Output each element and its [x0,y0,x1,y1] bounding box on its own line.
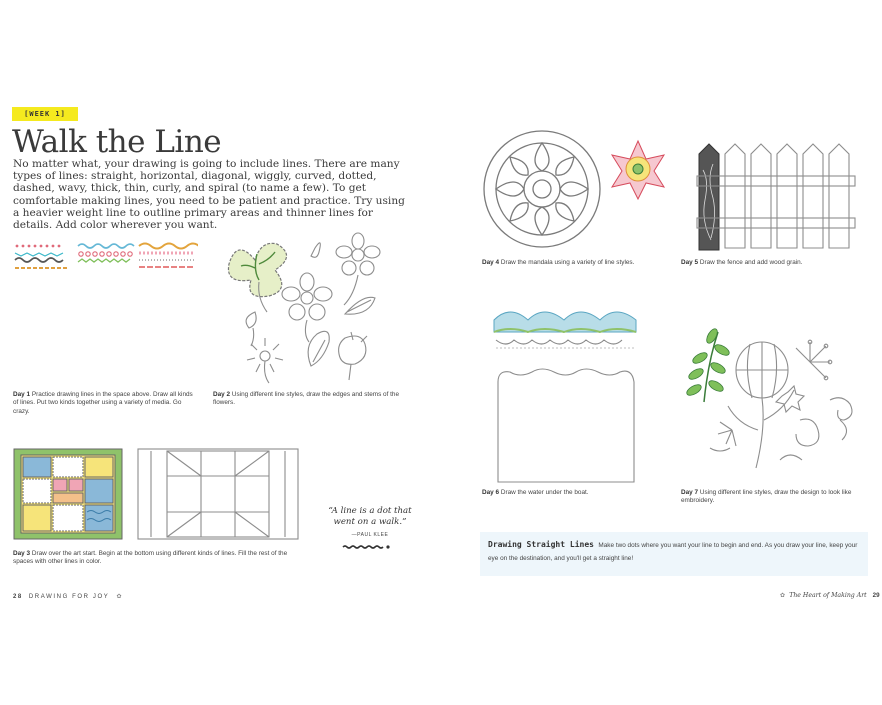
flowers-illustration [225,230,405,385]
intro-paragraph: No matter what, your drawing is going to include lines. There are many types of lines: straight, horizontal, diagonal, wiggly, curved, dotted, dashed, wavy, thick, thin, curly, and spiral (to name a few). To get comfortable making lines, you need to be patient and practice. Try using a heavier weight line to outline primary areas and thinner lines for details. Add color wherever you want. [13,158,405,232]
day5-caption [681,259,866,267]
day6-label: Day 6 [482,489,500,496]
left-folio [13,593,123,600]
fence-illustration [695,140,860,252]
quilt-colored-illustration [13,448,123,540]
day2-text: Using different line styles, draw the edges and stems of the flowers. [213,391,400,407]
tip-box [480,532,868,576]
day4-text: Draw the mandala using a variety of line styles. [500,259,635,266]
tip-heading: Drawing Straight Lines [488,540,594,549]
day6-text: Draw the water under the boat. [500,489,589,496]
day3-label: Day 3 [13,550,31,557]
day2-caption [213,391,405,408]
klee-quote: “A line is a dot that went on a walk.” [328,506,412,527]
flower-ornament-icon: ✿ [780,592,786,599]
day4-caption [482,259,672,267]
day4-label: Day 4 [482,259,500,266]
quote-attribution: —PAUL KLEE [351,532,389,538]
right-folio [780,592,880,599]
embroidery-illustration [680,320,865,482]
week-tag: [WEEK 1] [12,107,78,121]
left-page-number: 28 [13,594,23,600]
mandala-illustration [478,125,678,253]
right-running-head: The Heart of Making Art [789,592,867,599]
water-boat-illustration [492,306,642,486]
day7-label: Day 7 [681,489,699,496]
day3-caption [13,550,308,567]
flower-ornament-icon: ✿ [116,594,124,600]
line-samples-illustration [13,240,198,276]
day1-text: Practice drawing lines in the space above. Draw all kinds of lines. Put two kinds together using a variety of media. Go crazy. [13,391,193,415]
page-title: Walk the Line [12,124,222,160]
day7-caption [681,489,866,506]
quilt-outline-illustration [137,448,299,540]
day1-caption [13,391,198,416]
day1-label: Day 1 [13,391,31,398]
day5-label: Day 5 [681,259,699,266]
day6-caption [482,489,672,497]
tip-text: Make two dots where you want your line to begin and end. As you draw your line, keep your eye on the destination, and you'll get a straight line! [488,542,858,562]
squiggle-line-icon [342,544,392,550]
day7-text: Using different line styles, draw the design to look like embroidery. [681,489,852,505]
right-page-number: 29 [872,592,880,599]
left-running-head: DRAWING FOR JOY [28,594,110,600]
day5-text: Draw the fence and add wood grain. [699,259,803,266]
day2-label: Day 2 [213,391,231,398]
day3-text: Draw over the art start. Begin at the bottom using different kinds of lines. Fill the rest of the spaces with other lines in color. [13,550,288,566]
